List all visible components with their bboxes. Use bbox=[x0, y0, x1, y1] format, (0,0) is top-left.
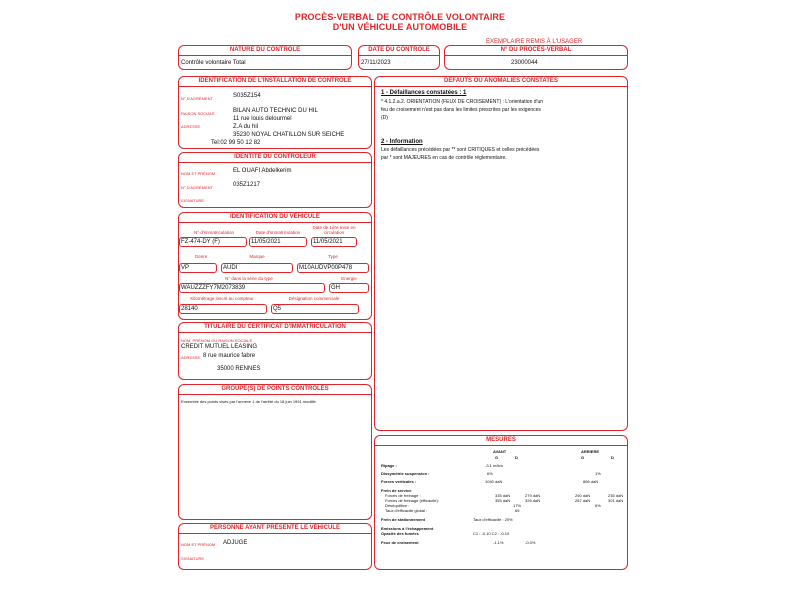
ripage-label: Ripage : bbox=[381, 463, 397, 468]
energie-label: Energie bbox=[341, 276, 357, 281]
type-label: Type bbox=[328, 254, 338, 259]
controleur-agrement-label: N° D'AGRÉMENT bbox=[181, 185, 213, 190]
type-field: M10AUDVP00P478 bbox=[297, 263, 369, 273]
defauts-box bbox=[374, 76, 628, 431]
installation-header: IDENTIFICATION DE L'INSTALLATION DE CONTRÔLE bbox=[179, 77, 371, 87]
mesures-arriere: ARRIERE bbox=[581, 449, 600, 454]
deseq-label: Déséquilibre : bbox=[385, 503, 410, 508]
installation-raison: BILAN AUTO TECHNIC DU HIL bbox=[233, 108, 318, 114]
dissym-arriere: 1% bbox=[595, 471, 601, 476]
km-label: Kilométrage inscrit au compteur bbox=[190, 296, 254, 301]
nature-header: NATURE DU CONTRÔLE bbox=[179, 46, 351, 56]
installation-tel: Tel:02 99 50 12 82 bbox=[211, 140, 261, 146]
dissym-label: Dissymétrie suspension : bbox=[381, 471, 430, 476]
deseq-avant: 17% bbox=[513, 503, 522, 508]
date-header: DATE DU CONTRÔLE bbox=[359, 46, 439, 56]
arriere-g: G bbox=[581, 455, 585, 460]
document-title-line2: D'UN VÉHICULE AUTOMOBILE bbox=[332, 22, 468, 32]
groupes-text: Ensemble des points visés par l'annexe 1 de l'arrêté du 18 juin 1991 modifié. bbox=[181, 399, 317, 404]
presentateur-nom: ADJUGE bbox=[223, 540, 248, 546]
serie-label: N° dans la série du type bbox=[225, 276, 273, 281]
opacite: C1 : -0.10 C2 : -0.10 bbox=[473, 531, 510, 536]
defauts-section2-title: 2 - Information bbox=[381, 139, 423, 145]
installation-agrement-label: N° D'AGRÉMENT bbox=[181, 96, 213, 101]
ff-arr-d: 235 daN bbox=[608, 493, 624, 498]
defauts-section2-line1: Les défaillances précédées par ** sont CRITIQUES et celles précédées bbox=[381, 147, 540, 153]
avant-d: D bbox=[515, 455, 518, 460]
document-title-line1: PROCÈS-VERBAL DE CONTRÔLE VOLONTAIRE bbox=[294, 12, 506, 22]
pv-box bbox=[444, 45, 628, 70]
forces-eff-label: Forces de freinage (efficacité): bbox=[385, 498, 439, 503]
ff-avant-g: 335 daN bbox=[495, 493, 511, 498]
titulaire-adresse-label: ADRESSE bbox=[181, 355, 201, 360]
taux-global-label: Taux d'efficacité global : bbox=[385, 508, 428, 513]
copy-note: EXEMPLAIRE REMIS À L'USAGER bbox=[486, 39, 583, 45]
pv-header: N° DU PROCÈS-VERBAL bbox=[445, 46, 627, 56]
titulaire-nom: CREDIT MUTUEL LEASING bbox=[181, 344, 258, 350]
arriere-d: D bbox=[611, 455, 614, 460]
defauts-section1-title: 1 - Défaillances constatées : 1 bbox=[381, 90, 467, 96]
groupes-header: GROUPE(S) DE POINTS CONTRÔLÉS bbox=[179, 385, 371, 395]
fe-arr-d: 301 daN bbox=[608, 498, 624, 503]
designation-label: Désignation commerciale bbox=[288, 296, 340, 301]
installation-adresse-label: ADRESSE bbox=[181, 124, 201, 129]
fe-avant-g: 355 daN bbox=[495, 498, 511, 503]
date-circ-field: 11/05/2021 bbox=[311, 237, 357, 247]
installation-adresse2: Z.A du hil bbox=[233, 124, 259, 130]
controleur-agrement: 035Z1217 bbox=[233, 182, 261, 188]
defauts-section2-line2: par * sont MAJEURES en cas de contrôle réglementaire. bbox=[381, 155, 507, 161]
mesures-header: MESURES bbox=[375, 436, 627, 446]
presentateur-signature-label: SIGNATURE bbox=[181, 556, 205, 561]
frein-service-label: Frein de service bbox=[381, 488, 412, 493]
ripage-value: -3.1 m/km bbox=[485, 463, 503, 468]
titulaire-nom-label: NOM, PRÉNOM OU RAISON SOCIALE bbox=[181, 338, 253, 343]
installation-adresse3: 35230 NOYAL CHATILLON SUR SEICHE bbox=[233, 132, 345, 138]
ff-arr-g: 250 daN bbox=[575, 493, 591, 498]
pv-value: 23000044 bbox=[511, 60, 538, 66]
controleur-nom-label: NOM ET PRÉNOM bbox=[181, 171, 216, 176]
installation-agrement: S035Z154 bbox=[233, 93, 261, 99]
defauts-section1-line2: feu de croisement n'est pas dans les limites prescrites par les exigences bbox=[381, 107, 541, 113]
date-circ-label: Date de 1ère mise en circulation bbox=[312, 225, 356, 235]
genre-field: VP bbox=[179, 263, 217, 273]
defauts-section1-line1: * 4.1.2.a.2. ORIENTATION (FEUX DE CROISEMENT) : L'orientation d'un bbox=[381, 99, 544, 105]
taux-global: 65 bbox=[515, 508, 520, 513]
immat-field: FZ-474-DY (F) bbox=[179, 237, 247, 247]
titulaire-adresse1: 8 rue maurice fabre bbox=[203, 353, 256, 359]
controleur-box bbox=[178, 152, 372, 208]
date-box bbox=[358, 45, 440, 70]
feux-d: -0.0% bbox=[525, 540, 536, 545]
marque-field: AUDI bbox=[221, 263, 293, 273]
installation-raison-label: RAISON SOCIALE bbox=[181, 111, 215, 116]
titulaire-box bbox=[178, 322, 372, 380]
feux-g: -1.1% bbox=[493, 540, 504, 545]
fe-arr-g: 267 daN bbox=[575, 498, 591, 503]
vehicule-box bbox=[178, 212, 372, 320]
feux-label: Feux de croisement bbox=[381, 540, 419, 545]
serie-field: WAUZZZFY7M2073839 bbox=[179, 283, 325, 293]
designation-field: Q5 bbox=[271, 304, 359, 314]
frein-stat: Taux d'efficacité : 20% bbox=[473, 517, 513, 522]
defauts-section1-line3: (D) bbox=[381, 115, 388, 121]
forces-vert-label: Forces verticales : bbox=[381, 479, 417, 484]
controleur-nom: EL OUAFI Abdelkerim bbox=[233, 168, 292, 174]
immat-label: N° d'immatriculation bbox=[194, 230, 234, 235]
mesures-box bbox=[374, 435, 628, 570]
marque-label: Marque bbox=[249, 254, 265, 259]
presentateur-header: PERSONNE AYANT PRÉSENTÉ LE VÉHICULE bbox=[179, 524, 371, 534]
date-value: 27/11/2023 bbox=[361, 60, 391, 66]
forces-freinage-label: Forces de freinage : bbox=[385, 493, 421, 498]
vehicule-header: IDENTIFICATION DU VÉHICULE bbox=[179, 213, 371, 223]
emissions-label: Emissions à l'échappement bbox=[381, 526, 434, 531]
forces-vert-arriere: 866 daN bbox=[583, 479, 599, 484]
opacite-label: Opacité des fumées bbox=[381, 531, 419, 536]
deseq-arriere: 6% bbox=[595, 503, 601, 508]
date-immat-field: 11/05/2021 bbox=[249, 237, 307, 247]
defauts-header: DÉFAUTS OU ANOMALIES CONSTATÉS bbox=[375, 77, 627, 87]
dissym-avant: 6% bbox=[487, 471, 493, 476]
installation-box bbox=[178, 76, 372, 149]
date-immat-label: Date d'immatriculation bbox=[255, 230, 301, 235]
groupes-box bbox=[178, 384, 372, 520]
installation-adresse1: 11 rue louis delourmel bbox=[233, 116, 292, 122]
controleur-header: IDENTITÉ DU CONTRÔLEUR bbox=[179, 153, 371, 163]
frein-stat-label: Frein de stationnement bbox=[381, 517, 426, 522]
nature-box bbox=[178, 45, 352, 70]
fe-avant-d: 326 daN bbox=[525, 498, 541, 503]
controleur-signature-label: SIGNATURE bbox=[181, 198, 205, 203]
nature-value: Contrôle volontaire Total bbox=[181, 60, 246, 66]
titulaire-adresse2: 35000 RENNES bbox=[217, 366, 261, 372]
km-field: 28140 bbox=[179, 304, 267, 314]
ff-avant-d: 279 daN bbox=[525, 493, 541, 498]
energie-field: GH bbox=[329, 283, 369, 293]
forces-vert-avant: 1040 daN bbox=[485, 479, 503, 484]
genre-label: Genre bbox=[194, 254, 208, 259]
titulaire-header: TITULAIRE DU CERTIFICAT D'IMMATRICULATION bbox=[179, 323, 371, 333]
mesures-avant: AVANT bbox=[493, 449, 507, 454]
presentateur-nom-label: NOM ET PRÉNOM bbox=[181, 542, 216, 547]
avant-g: G bbox=[495, 455, 499, 460]
presentateur-box bbox=[178, 523, 372, 570]
